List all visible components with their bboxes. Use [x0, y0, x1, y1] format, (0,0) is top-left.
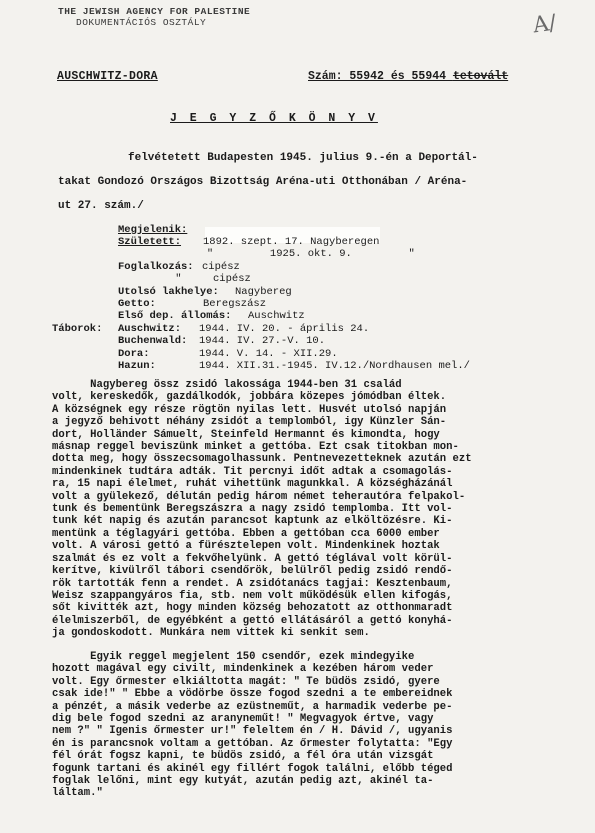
text-line: volt, kereskedők, gazdálkodók, jobbára közepes jómódban éltek. [52, 391, 447, 404]
text-line: Egyik reggel megjelent 150 csendőr, ezek mindegyike [52, 651, 415, 663]
detail-value: " cipész [150, 273, 251, 285]
text-line: rök tartották fenn a rendet. A zsidótanács tagjai: Kesztenbaum, [52, 577, 453, 590]
text-line: dort, Holländer Sámuelt, Steinfeld Hermannt és kimondta, hogy [52, 428, 440, 441]
detail-value: Nagybereg [235, 286, 292, 298]
text-line: tunk és bementünk Beregszászra a nagy zsidó templomba. Itt vol- [52, 503, 453, 516]
text-line: mindenkinek tudtára adták. Tit percnyi időt adtak a csomagolás- [52, 465, 453, 478]
header-number-text: Szám: 55942 és 55944 [308, 70, 453, 83]
detail-value: cipész [202, 261, 240, 273]
detail-label: Foglalkozás: [118, 261, 194, 273]
intro-paragraph [58, 146, 558, 218]
camp-name: Dora: [118, 348, 150, 360]
camp-dates: 1944. IV. 27.-V. 10. [199, 335, 326, 347]
text-line: mentünk a téglagyári gettóba. Ebben a gettóban cca 6000 ember [52, 527, 440, 540]
text-line: sőt kivitték azt, hogy minden község behozatott az otthonmaradt [52, 602, 453, 615]
text-line: csak ide!" " Ebbe a vödörbe össze fogod szedni a te embereidnek [52, 688, 453, 701]
narrative-paragraph-2 [52, 651, 552, 800]
intro-line: felvétetett Budapesten 1945. julius 9.-én a Deportál- [128, 152, 478, 164]
text-line: másnap reggel beviszünk minket a gettóba. Ezt csak titokban mon- [52, 441, 459, 454]
camp-name: Hazun: [118, 360, 156, 372]
camps-label: Táborok: [52, 323, 103, 335]
text-line: szalmát és ez volt a fekvőhelyünk. A gettó téglával volt körül- [52, 552, 453, 565]
intro-line: ut 27. szám./ [58, 200, 144, 212]
camp-name: Auschwitz: [118, 323, 182, 335]
text-line: volt a gyülekező, délután pedig három német teherautóra felpakol- [52, 490, 466, 503]
text-line: A községnek egy része rögtön nyilas lett. Husvét utolsó napján [52, 403, 447, 416]
text-line: élelmiszerből, de egyébként a gettó ellátásáról a gettó konyhá- [52, 614, 453, 627]
text-line: Weisz szappangyáros fia, stb. nem volt működésük ellen kifogás, [52, 589, 453, 602]
detail-label: Született: [118, 236, 182, 248]
handwritten-mark: A/ [531, 10, 558, 39]
text-line: volt. A városi gettó a fürésztelepen volt. Mindenkinek hoztak [52, 540, 440, 553]
camp-dates: 1944. V. 14. - XII.29. [199, 348, 338, 360]
detail-label: Utolsó lakhelye: [118, 286, 219, 298]
text-line: foglak lelőni, mint egy kutyát, azután pedig azt, akinél ta- [52, 775, 434, 788]
detail-label: Getto: [118, 298, 156, 310]
text-line: fogunk tartani és akinél egy fillért fogok találni, előbb téged [52, 762, 453, 775]
header-camp: AUSCHWITZ-DORA [57, 70, 158, 83]
text-line: tunk két napig és azután parancsot kaptunk az elköltözésre. Ki- [52, 515, 453, 528]
header-struck-text: tetovált [452, 70, 509, 83]
text-line: ja gondoskodott. Munkára nem vittek ki senkit sem. [52, 627, 370, 640]
text-line: ra, 15 napi élelmet, ruhát vihettünk magunkkal. A községházánál [52, 478, 453, 491]
detail-label: Megjelenik: [118, 224, 188, 236]
narrative-paragraph-1 [52, 379, 552, 640]
text-line: Nagybereg össz zsidó lakossága 1944-ben 31 család [52, 379, 402, 391]
text-line: a jegyző behivott néhány zsidót a templomból, igy Künzler Sán- [52, 416, 447, 429]
text-line: dig bele fogod szedni az aranyneműt! " Megvagyok értve, vagy [52, 713, 434, 726]
detail-value: 1892. szept. 17. Nagyberegen [203, 236, 380, 248]
intro-line: takat Gondozó Országos Bizottság Aréna-uti Otthonában / Aréna- [58, 176, 468, 188]
text-line: hozott magával egy civilt, mindenkinek a kezében három veder [52, 663, 434, 676]
text-line: nem ?" " Igenis őrmester ur!" feleltem én / H. Dávid /, ugyanis [52, 725, 453, 738]
text-line: láltam." [52, 787, 103, 800]
stamp-line-1: THE JEWISH AGENCY FOR PALESTINE [58, 6, 251, 17]
document-title: J E G Y Z Ő K Ö N Y V [170, 112, 378, 125]
header-number [308, 70, 508, 83]
archive-stamp [58, 6, 250, 28]
text-line: volt. Egy őrmester elkiáltotta magát: " Te büdös zsidó, gyere [52, 675, 440, 688]
stamp-line-2: DOKUMENTÁCIÓS OSZTÁLY [76, 17, 207, 28]
detail-label: Első dep. állomás: [118, 310, 232, 322]
text-line: dotta meg, hogy összecsomagolhassunk. Pentnevezetteknek azután ezt [52, 453, 472, 466]
text-line: fél órát fogsz kapni, te büdös zsidó, a fél óra után vizsgát [52, 750, 434, 763]
text-line: kerítve, kivülről tábori csendőrök, belülről pedig zsidó rendő- [52, 565, 453, 578]
detail-value: Auschwitz [248, 310, 305, 322]
detail-value: " 1925. okt. 9. " [188, 248, 415, 260]
camp-dates: 1944. XII.31.-1945. IV.12./Nordhausen mel./ [199, 360, 470, 372]
camp-dates: 1944. IV. 20. - április 24. [199, 323, 370, 335]
camp-name: Buchenwald: [118, 335, 188, 347]
detail-value: Beregszász [203, 298, 267, 310]
text-line: a pénzét, a másik vederbe az ezüstneműt, a harmadik vederbe pe- [52, 700, 453, 713]
text-line: én is parancsnok voltam a gettóban. Az őrmester folytatta: "Egy [52, 737, 453, 750]
